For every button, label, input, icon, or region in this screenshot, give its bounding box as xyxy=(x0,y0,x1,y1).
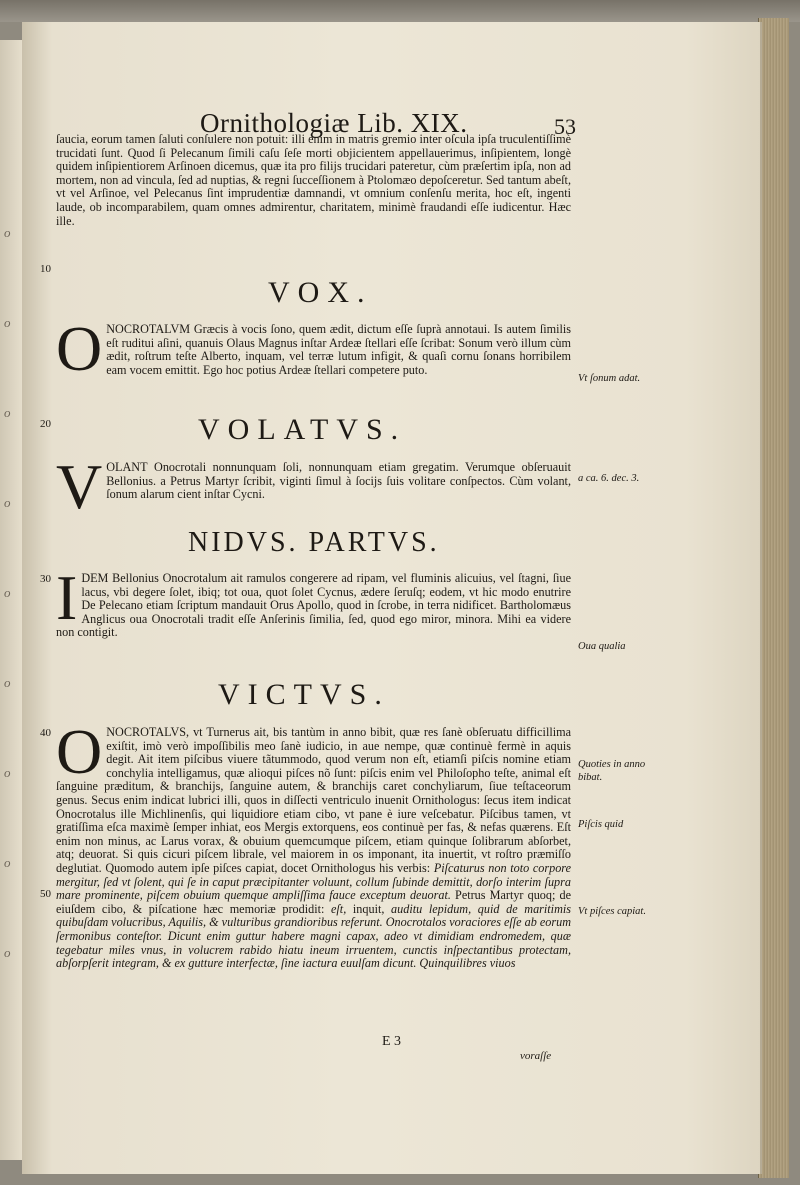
margin-note-volatus: a ca. 6. dec. 3. xyxy=(578,473,640,484)
nidus-paragraph xyxy=(56,562,571,640)
dropcap-volatus: V xyxy=(56,451,103,522)
running-header: Ornithologiæ Lib. XIX. xyxy=(200,108,468,138)
victus-text-2: Petrus Martyr quoq; de eiuſdem cibo, & piſcatione hæc memoriæ prodidit: xyxy=(56,888,571,916)
vox-paragraph xyxy=(56,313,571,384)
left-page-mark: o xyxy=(4,675,11,690)
victus-paragraph xyxy=(56,716,572,971)
left-page-mark: o xyxy=(4,225,11,240)
victus-text: vt Turnerus ait, bis tantùm in anno bibit, quæ res ſanè obſeruatu difficillima exiſtit, imò verò impoſſibilis meo ſanè iudicio, in aue nempe, quæ continuè fermè in aquis degit. Ait item piſcibus viuere tãtummodo, quod verum non eſt, etiamſi piſcis nomine etiam conchylia intelligamus, quæ alioqui piſces nõ ſunt: piſcis enim vel Philoſopho teſte, animal eſt ſanguine præditum, & branchijs, ſanguine autem, & branchijs caret conchyliarum, ſiue teſtaceorum genus. Secus enim indicat lubrici illi, quos in diſſecti ventriculo inuenit Ornithologus: ſecus item indicat Onocrotalus ille Michlinenſis, qui liquidiore etiam cibo, vt pane è iure veſcebatur. Piſcibus tamen, vt gratiſſima eſca maximè ſemper inhiat, eos Mergis extorquens, eos continuè per fas, & nefas quærens. Eſt enim non minus, ac Larus vorax, & obuium quemcumque piſcem, etiam quinque ſolibrarum abſorbet, atq; deuorat. Si quis cicuri piſcem librale, vel maiorem in os imponant, ita inuertit, vt roſtro præmiſſo deglutiat. Quomodo autem ipſe piſces capiat, docet Ornithologus his verbis: xyxy=(56,725,571,875)
victus-quote-ornithologus: Piſcaturus non toto corpore mergitur, ſed vt ſolent, qui ſe in caput præcipitanter voluunt, collum ſubinde demittit, dorſo interim ſupra mare prominente, piſcem obuium quemque ampliſſima fauce exceptum deuorat. xyxy=(56,860,571,903)
margin-note-nidus: Oua qualia xyxy=(578,641,626,652)
volatus-lead: OLANT xyxy=(106,460,148,474)
margin-note-quoties: Quoties in anno bibat. xyxy=(578,759,646,783)
volatus-paragraph xyxy=(56,451,571,522)
dropcap-nidus: I xyxy=(56,562,78,633)
intro-paragraph: ſaucia, eorum tamen ſaluti conſulere non potuit: illi enim in matris gremio inter oſcula ipſa truculentiſſimè trucidati ſunt. Quod ſi Pelecanum ſimili caſu ſeſe morti objicientem appellauerimus, inſipientem, longè quidem inſipientiorem Arſinoen dicemus, quæ ita pro filijs trucidari pateretur, cùm præſertim ipſa, non ad mortem, non ad vincula, ſed ad nuptias, & regni ſucceſſionem à Ptolomæo depoſceretur. Sed tantum abeſt, vt vel Arſinoe, vel Pelecanus ſint imprudentiæ damnandi, vt omnium conſenſu merita, hoc eſt, ingenti laude, ob incomparabilem, quam omnes admirentur, charitatem, minimè fraudandi eſſe iudicentur. Hæc ille. xyxy=(56,132,571,228)
margin-note-pisces-capiat: Vt piſces capiat. xyxy=(578,906,646,917)
left-page-mark: o xyxy=(4,315,11,330)
left-page-mark: o xyxy=(4,765,11,780)
left-page-mark: o xyxy=(4,495,11,510)
heading-volatus: VOLATVS. xyxy=(198,413,407,446)
nidus-text: Bellonius Onocrotalum ait ramulos congerere ad ripam, vel fluminis alicuius, vel ſtagni, ſiue lacus, vbi degere ſolet, ibiq; tot oua, quot ſolet Cycnus, ædere ſeruſq; eodem, vt hic modo enutrire De Pelecano etiam ſcriptum mandauit Orus Apollo, quod in ſcrobe, in terra nidificet. Bartholomæus Anglicus oua Onocrotali tradit eſſe Anſerinis ſimilia, ſed, quod ego miror, minora. Mihi ea videre non contigit. xyxy=(56,571,571,640)
vox-text: Græcis à vocis ſono, quem ædit, dictum eſſe ſuprà annotaui. Is autem ſimilis eſt ruditui aſini, quanuis Olaus Magnus inſtar Ardeæ ſtellari eſſe ſcribat: Sonum verò illum cùm ædit, roſtrum teſte Alberto, inquam, vel terræ lutum infigit, & quaſi cornu ſonans horribilem eam vocem emittit. Ego hoc potius Ardeæ ſtellari competere puto. xyxy=(106,322,571,377)
victus-quote-martyr-b: auditu lepidum, quid de maritimis quibuſdam volucribus, Aquilis, & vulturibus grandioribus referunt. Onocrotalos voraciores eſſe ab eorum ſermonibus conteſtor. Dicunt enim guttur habere magni capax, adeo vt dimidiam endromedem, quæ tegebatur miles vnus, in volucrem rabido hiatu ineum irruentem, cunctis inſpectantibus protectam, abſorpſerit integram, & ex gutture interfectæ, ſine iactura euulſam dicunt. Quinquilibres viuos xyxy=(56,901,572,971)
line-number-20: 20 xyxy=(40,418,51,430)
line-number-40: 40 xyxy=(40,727,51,739)
line-number-10: 10 xyxy=(40,263,51,275)
heading-victus: VICTVS. xyxy=(218,678,390,711)
page-number: 53 xyxy=(554,114,576,139)
dropcap-vox: O xyxy=(56,313,103,384)
victus-lead: NOCROTALVS, xyxy=(106,725,190,739)
margin-note-vox: Vt ſonum adat. xyxy=(578,373,641,384)
vox-lead: NOCROTALVM xyxy=(106,322,191,336)
line-number-50: 50 xyxy=(40,888,51,900)
left-page-mark: o xyxy=(4,855,11,870)
victus-quote-martyr-a: eſt, xyxy=(331,901,347,916)
left-page-mark: o xyxy=(4,405,11,420)
dropcap-victus: O xyxy=(56,716,103,787)
nidus-lead: DEM xyxy=(81,571,109,585)
left-page-mark: o xyxy=(4,945,11,960)
catchword: voraſſe xyxy=(520,1050,552,1062)
volatus-text: Onocrotali nonnunquam ſoli, nonnunquam etiam gregatim. Verumque obſeruauit Bellonius. a Petrus Martyr ſcribit, viginti ſimul à ſocijs ſuis volitare conſpectos. Cùm volant, ſonum alarum cient inſtar Cycni. xyxy=(106,460,571,502)
page-edges xyxy=(758,18,789,1178)
book-top-shadow xyxy=(0,0,800,22)
heading-nidus-partus: NIDVS. PARTVS. xyxy=(188,527,440,558)
victus-text-3: inquit, xyxy=(346,901,392,916)
left-page-mark: o xyxy=(4,585,11,600)
line-number-30: 30 xyxy=(40,573,51,585)
margin-note-piscis: Piſcis quid xyxy=(578,819,624,830)
heading-vox: VOX. xyxy=(268,276,373,309)
signature-mark: E 3 xyxy=(382,1034,402,1049)
